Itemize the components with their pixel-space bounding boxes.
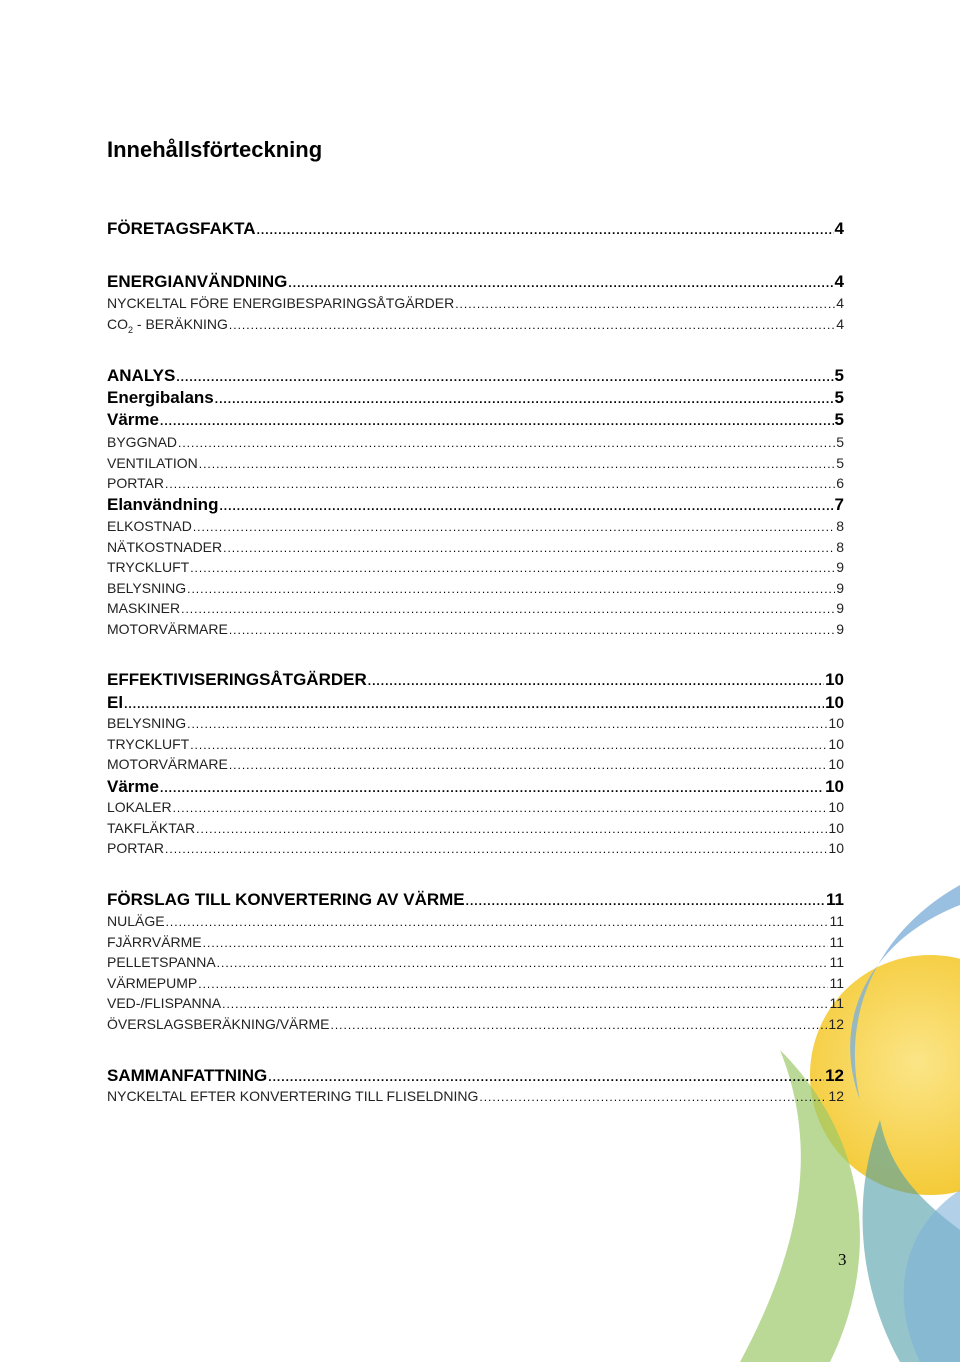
toc-entry[interactable]	[107, 366, 844, 386]
toc-entry[interactable]	[107, 580, 844, 596]
toc-entry[interactable]	[107, 410, 844, 430]
toc-entry[interactable]	[107, 272, 844, 292]
toc-entry-page: 10	[828, 799, 844, 815]
toc-entry-label: $CO_2$ - BERÄKNING	[107, 316, 228, 335]
toc-entry-label: TRYCKLUFT	[107, 559, 190, 575]
toc-entry[interactable]	[107, 1016, 844, 1032]
toc-entry[interactable]	[107, 219, 844, 239]
toc-entry-label: Värme	[107, 777, 159, 796]
toc-entry-label: BELYSNING	[107, 580, 187, 596]
toc-entry-label: EFFEKTIVISERINGSÅTGÄRDER	[107, 670, 367, 689]
toc-entry-page: 10	[825, 693, 844, 712]
toc-entry-page: 4	[836, 316, 844, 332]
toc-entry-page: 10	[825, 670, 844, 689]
toc-entry-label: BELYSNING	[107, 715, 187, 731]
toc-entry[interactable]	[107, 840, 844, 856]
toc-entry-label: MOTORVÄRMARE	[107, 756, 228, 772]
toc-entry[interactable]	[107, 954, 844, 970]
toc-entry[interactable]	[107, 799, 844, 815]
toc-entry[interactable]	[107, 316, 844, 335]
toc-entry-label: NULÄGE	[107, 913, 165, 929]
toc-entry-page: 5	[836, 434, 844, 450]
toc-entry-page: 9	[836, 621, 844, 637]
toc-entry-label: Elanvändning	[107, 495, 219, 514]
toc-entry-page: 5	[834, 410, 844, 429]
toc-entry[interactable]	[107, 693, 844, 713]
toc-entry[interactable]	[107, 820, 844, 836]
toc-entry-label: ELKOSTNAD	[107, 518, 192, 534]
toc-entry-page: 9	[836, 580, 844, 596]
toc-entry[interactable]	[107, 975, 844, 991]
toc-entry-label: NYCKELTAL FÖRE ENERGIBESPARINGSÅTGÄRDER	[107, 295, 455, 311]
toc-entry-label: VENTILATION	[107, 455, 198, 471]
toc-entry-label: NÄTKOSTNADER	[107, 539, 223, 555]
toc-entry[interactable]	[107, 295, 844, 311]
toc-entry-page: 11	[829, 954, 844, 970]
toc-entry-label: MOTORVÄRMARE	[107, 621, 228, 637]
toc-entry[interactable]	[107, 1066, 844, 1086]
toc-entry-label: ENERGIANVÄNDNING	[107, 272, 288, 291]
toc-entry-label: VED-/FLISPANNA	[107, 995, 222, 1011]
toc-entry[interactable]	[107, 388, 844, 408]
toc-entry[interactable]	[107, 495, 844, 515]
toc-entry-label: FJÄRRVÄRME	[107, 934, 202, 950]
toc-entry-page: 4	[836, 295, 844, 311]
toc-entry[interactable]	[107, 475, 844, 491]
toc-entry-label: PORTAR	[107, 475, 165, 491]
toc-entry[interactable]	[107, 455, 844, 471]
toc-entry-page: 10	[825, 777, 844, 796]
toc-entry-page: 5	[834, 366, 844, 385]
toc-entry[interactable]	[107, 559, 844, 575]
toc-entry[interactable]	[107, 434, 844, 450]
toc-entry-label: ANALYS	[107, 366, 176, 385]
toc-entry[interactable]	[107, 670, 844, 690]
toc-entry-page: 11	[829, 995, 844, 1011]
toc-entry-page: 10	[828, 736, 844, 752]
toc-entry-label: VÄRMEPUMP	[107, 975, 198, 991]
toc-entry[interactable]	[107, 736, 844, 752]
toc-entry-page: 10	[828, 715, 844, 731]
toc-entry-label: BYGGNAD	[107, 434, 178, 450]
toc-entry-page: 8	[836, 539, 844, 555]
toc-entry[interactable]	[107, 934, 844, 950]
toc-entry-page: 12	[828, 1088, 844, 1104]
toc-entry-label: El	[107, 693, 124, 712]
toc-entry-page: 6	[836, 475, 844, 491]
toc-entry-label: NYCKELTAL EFTER KONVERTERING TILL FLISELDNING	[107, 1088, 479, 1104]
toc-entry[interactable]	[107, 1088, 844, 1104]
toc-entry[interactable]	[107, 995, 844, 1011]
toc-entry[interactable]	[107, 518, 844, 534]
toc-entry-page: 7	[834, 495, 844, 514]
toc-entry-label: PORTAR	[107, 840, 165, 856]
toc-entry-label: Värme	[107, 410, 159, 429]
toc-entry[interactable]	[107, 715, 844, 731]
toc-entry[interactable]	[107, 621, 844, 637]
toc-entry-page: 10	[828, 840, 844, 856]
toc-entry-page: 10	[828, 820, 844, 836]
toc-heading: Innehållsförteckning	[107, 137, 323, 162]
toc-entry-page: 9	[836, 559, 844, 575]
toc-entry-page: 4	[834, 219, 844, 238]
toc-entry-page: 8	[836, 518, 844, 534]
toc-entry-page: 5	[836, 455, 844, 471]
toc-entry-label: SAMMANFATTNING	[107, 1066, 268, 1085]
toc-entry-page: 12	[828, 1016, 844, 1032]
toc-entry-page: 4	[834, 272, 844, 291]
toc-entry-page: 9	[836, 600, 844, 616]
toc-entry-page: 12	[825, 1066, 844, 1085]
toc-entry-page: 11	[829, 975, 844, 991]
toc-entry-page: 5	[834, 388, 844, 407]
toc-entry-label: ÖVERSLAGSBERÄKNING/VÄRME	[107, 1016, 330, 1032]
toc-entry-label: FÖRSLAG TILL KONVERTERING AV VÄRME	[107, 890, 465, 909]
toc-entry-label: LOKALER	[107, 799, 172, 815]
toc-entry-label: Energibalans	[107, 388, 214, 407]
toc-entry[interactable]	[107, 756, 844, 772]
toc-entry-label: FÖRETAGSFAKTA	[107, 219, 256, 238]
toc-entry[interactable]	[107, 600, 844, 616]
toc-entry-label: MASKINER	[107, 600, 181, 616]
toc-entry-label: PELLETSPANNA	[107, 954, 216, 970]
toc-entry-page: 11	[829, 913, 844, 929]
toc-entry-label: TRYCKLUFT	[107, 736, 190, 752]
toc-entry-page: 10	[828, 756, 844, 772]
toc-entry[interactable]	[107, 890, 844, 910]
toc-entry-page: 11	[829, 934, 844, 950]
toc-entry[interactable]	[107, 913, 844, 929]
toc-entry-label: TAKFLÄKTAR	[107, 820, 196, 836]
toc-entry[interactable]	[107, 777, 844, 797]
toc-entry-page: 11	[826, 890, 844, 909]
page-number: 3	[838, 1250, 847, 1269]
toc-entry[interactable]	[107, 539, 844, 555]
